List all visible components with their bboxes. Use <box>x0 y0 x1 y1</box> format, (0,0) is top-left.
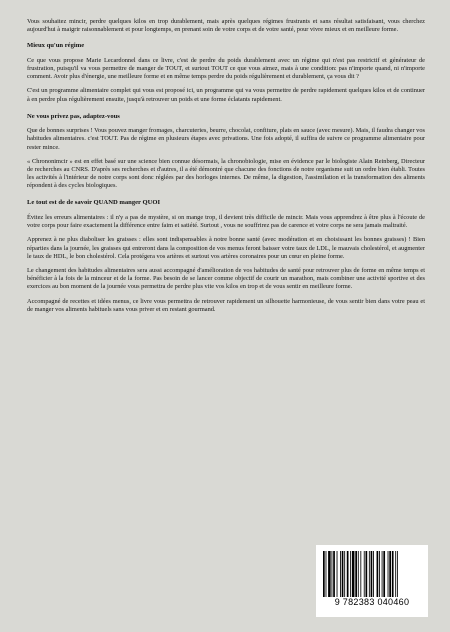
barcode-bar <box>350 551 351 597</box>
back-cover-text <box>27 18 425 320</box>
isbn-barcode <box>316 545 428 617</box>
heading-quand-manger-quoi: Le tout est de de savoir QUAND manger QUOI <box>27 199 161 207</box>
barcode-bar <box>383 551 385 597</box>
barcode-bar <box>395 551 396 597</box>
section1-paragraph-2: C'est un programme alimentaire complet qui vous est proposé ici, un programme qui va vous permettre de perdre rapidement quelques kilos et de continuer à en perdre plus régulièrement ensuite, jusqu'à retrouver un poids et une forme éclatants rapidement. <box>27 87 425 103</box>
section2-paragraph-1: Que de bonnes surprises ! Vous pouvez manger fromages, charcuteries, beurre, chocolat, confiture, plats en sauce (avec mesure). Mais, il faudra changer vos habitudes alimentaires. c'est TOUT. Pas de régime en plusieurs étapes avec privations. Une fois adopté, il suffira de suivre ce programme alimentaire pour rester mince. <box>27 127 425 151</box>
barcode-bar <box>333 551 335 597</box>
barcode-bar <box>323 551 325 597</box>
barcode-bar <box>355 551 357 597</box>
section1-paragraph-1: Ce que vous propose Marie Lecardonnel dans ce livre, c'est de perdre du poids durablement avec un régime qui n'est pas restrictif et générateur de frustration, puisqu'il va vous permettre de manger de TOUT, et surtout TOUT ce que vous aimez, mais à une condition: pas n'importe quand, ni n'importe comment. Avoir plus d'énergie, une meilleure forme et en même temps perdre du poids régulièrement et durablement, ça vous dit ? <box>27 56 425 81</box>
barcode-bar <box>382 551 383 597</box>
section3-paragraph-4: Accompagné de recettes et idées menus, ce livre vous permettra de retrouver rapidement un silhouette harmonieuse, de vous sentir bien dans votre peau et de manger vos aliments habituels sans vous priver et en restant gourmand. <box>27 297 425 313</box>
barcode-bar <box>326 551 327 597</box>
barcode-bar <box>377 551 379 597</box>
barcode-bar <box>358 551 359 597</box>
barcode-bar <box>373 551 374 597</box>
heading-mieux-quun-regime: Mieux qu'un régime <box>27 42 85 50</box>
section3-paragraph-3: Le changement des habitudes alimentaires sera aussi accompagné d'amélioration de vos habitudes de santé pour retrouver plus de forme en même temps et bénéficier à la fois de la minceur et de la forme. Pas besoin de se lancer comme objectif de courir un marathon, mais combiner une activité sportive et des exercices au bon moment de la journée vous permettra de perdre plus vite vos kilos en trop et de vous sentir en meilleure forme. <box>27 266 425 291</box>
isbn-digits: 9 782383 040460 <box>334 597 410 607</box>
intro-paragraph: Vous souhaitez mincir, perdre quelques kilos en trop durablement, mais après quelques régimes frustrants et sans résultat satisfaisant, vous cherchez aujourd'hui à maigrir raisonnablement et pour longtemps, en prenant soin de votre corps et de votre santé, pour vivre mieux et en meilleure forme. <box>27 18 425 34</box>
barcode-bar <box>347 551 349 597</box>
barcode-bar <box>366 551 368 597</box>
barcode-bar <box>369 551 370 597</box>
barcode-bar <box>388 551 389 597</box>
barcode-bar <box>332 551 333 597</box>
barcode-bar <box>364 551 365 597</box>
barcode-bar <box>340 551 341 597</box>
barcode-bar <box>397 551 398 597</box>
section3-paragraph-2: Apprenez à ne plus diaboliser les graisses : elles sont indispensables à notre bonne santé (avec modération et en choisissant les bonnes graisses) ! Bien réparties dans la journée, les graisses qui entreront dans la composition de vos menus feront baisser votre taux de LDL, le mauvais cholestérol, et augmenter le taux de HDL, le bon cholestérol. Cela protégera vos artères et surtout vos artères coronaires pour un cœur en pleine forme. <box>27 236 425 260</box>
heading-ne-vous-privez-pas: Ne vous privez pas, adaptez-vous <box>27 112 120 120</box>
barcode-bars-icon <box>323 551 421 597</box>
barcode-bar <box>337 551 338 597</box>
section3-paragraph-1: Évitez les erreurs alimentaires : il n'y a pas de mystère, si on mange trop, il devient très difficile de mincir. Mais vous apprendrez à être plus à l'écoute de votre corps pour faire exactement la différence entre faim et satiété. Surtout , vous ne souffrirez pas de carence et votre corps ne sera jamais maltraité. <box>27 213 425 230</box>
barcode-bar <box>344 551 345 597</box>
barcode-bar <box>360 551 361 597</box>
section2-paragraph-2: « Chrononimcir » est en effet basé sur une science bien connue désormais, la chronobiologie, mise en évidence par le biologiste Alain Reinberg, Directeur de recherches au CNRS. D'après ses recherches et d'autres, il a été démontré que chacune des fonctions de notre organisme suit un ordre bien établi. Toutes les activités à l'intérieur de notre corps sont donc réglées par des horloges internes. De même, la digestion, l'assimilation et la transformation des aliments répondent à des cycles biologiques. <box>27 157 425 190</box>
barcode-bar <box>342 551 344 597</box>
barcode-bar <box>392 551 394 597</box>
barcode-bar <box>389 551 391 597</box>
barcode-bar <box>328 551 331 597</box>
barcode-bar <box>379 551 380 597</box>
barcode-bar <box>352 551 355 597</box>
barcode-bar <box>371 551 373 597</box>
